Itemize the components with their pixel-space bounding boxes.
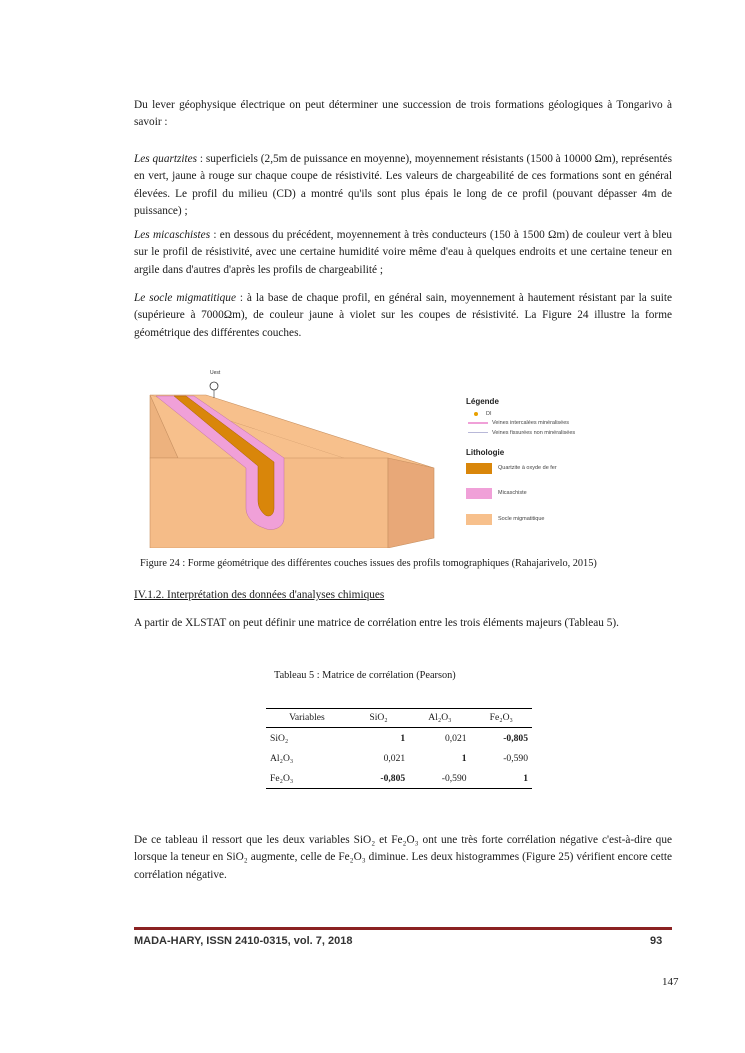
footer-rule	[134, 927, 672, 930]
lithology-title: Lithologie	[466, 448, 505, 457]
table-row	[266, 748, 532, 768]
table-cell: -0,805	[348, 768, 409, 789]
paragraph-xlstat: A partir de XLSTAT on peut définir une matrice de corrélation entre les trois éléments majeurs (Tableau 5).	[134, 617, 619, 629]
table-header-row	[266, 709, 532, 728]
table-cell: 0,021	[383, 752, 406, 764]
paragraph-micaschistes	[134, 227, 672, 279]
table-cell: -0,805	[503, 732, 528, 744]
header-sio2: SiO₂	[348, 709, 409, 728]
lithology-socle: Socle migmatitique	[498, 516, 545, 522]
footer-journal-page: 93	[650, 935, 663, 947]
well-symbol	[210, 382, 218, 390]
figure-caption: Figure 24 : Forme géométrique des différentes couches issues des profils tomographiques (Rahajarivelo, 2015)	[140, 558, 597, 569]
footer-journal: MADA-HARY, ISSN 2410-0315, vol. 7, 2018	[134, 935, 353, 947]
term-socle: Le socle migmatitique	[134, 292, 236, 304]
page-number: 147	[662, 976, 679, 988]
paragraph-quartzites	[134, 151, 672, 221]
table-cell: -0,590	[503, 752, 528, 764]
legend-item-fissured: Veines fissurées non minéralisées	[492, 430, 576, 436]
socle-swatch	[466, 514, 492, 525]
mineralised-vein-swatch	[468, 422, 488, 424]
fissure-vein-swatch	[468, 432, 488, 433]
micaschiste-swatch	[466, 488, 492, 499]
row-label: Fe₂O₃	[266, 768, 348, 789]
legend-item-mineralised: Veines intercalées minéralisées	[492, 420, 570, 426]
header-variables: Variables	[266, 709, 348, 728]
table-row	[266, 768, 532, 789]
table-row	[266, 728, 532, 749]
header-fe2o3: Fe₂O₃	[471, 709, 532, 728]
paragraph-socle	[134, 290, 672, 342]
block-right-face	[388, 458, 434, 548]
micaschistes-text: : en dessous du précédent, moyennement à très conducteurs (150 à 1500 Ωm) de couleur vert à bleu sur le profil de résistivité, avec une certaine humidité voire même d'eau à quelques endroits et une certaine teneur en argile dans d'autres d'après les profils de chargeabilité ;	[134, 229, 672, 276]
section-heading: IV.1.2. Interprétation des données d'analyses chimiques	[134, 589, 385, 601]
quartzite-swatch	[466, 463, 492, 474]
row-label: SiO₂	[270, 732, 289, 744]
correlation-table	[266, 708, 532, 789]
row-label: Al₂O₃	[270, 752, 294, 764]
term-micaschistes: Les micaschistes	[134, 229, 211, 241]
table-cell: 1	[461, 752, 467, 764]
well-label: Uest	[210, 370, 221, 376]
socle-text: : à la base de chaque profil, en général sain, moyennement à hautement résistant par la suite (supérieure à 7000Ωm), de couleur jaune à violet sur les coupes de résistivité. La Figure 24 illustre la forme géométrique des différentes couches.	[134, 292, 673, 339]
term-quartzites: Les quartzites	[134, 153, 198, 165]
table-cell: 1	[471, 768, 532, 789]
geology-block-diagram	[134, 368, 464, 548]
paragraph-intro: Du lever géophysique électrique on peut déterminer une succession de trois formations géologiques à Tongarivo à savoir :	[134, 99, 672, 129]
table-cell: 0,021	[444, 732, 467, 744]
di-dot-icon	[474, 412, 478, 416]
header-al2o3: Al₂O₃	[409, 709, 470, 728]
paragraph-conclusion: De ce tableau il ressort que les deux variables SiO₂ et Fe₂O₃ ont une très forte corrélation négative c'est-à-dire que lorsque la teneur en SiO₂ augmente, celle de Fe₂O₃ diminue. Les deux histogrammes (Figure 25) vérifient encore cette corrélation négative.	[134, 834, 672, 881]
quartzites-text: : superficiels (2,5m de puissance en moyenne), moyennement résistants (1500 à 10000 Ωm), représentés en vert, jaune à rouge sur chaque coupe de résistivité. Les valeurs de chargeabilité de ces formations sont en général élevées. Le profil du milieu (CD) a montré qu'ils sont plus épais le long de ce profil (pouvant dépasser 4m de puissance) ;	[134, 153, 672, 218]
legend-title: Légende	[466, 397, 499, 406]
legend-item-di: DI	[486, 411, 492, 417]
table-cell: 1	[400, 732, 406, 744]
lithology-micaschiste: Micaschiste	[498, 490, 527, 496]
table-cell: -0,590	[409, 768, 470, 789]
table-caption: Tableau 5 : Matrice de corrélation (Pearson)	[274, 670, 456, 681]
figure-24	[134, 368, 594, 548]
lithology-quartzite: Quartzite à oxyde de fer	[498, 465, 557, 471]
